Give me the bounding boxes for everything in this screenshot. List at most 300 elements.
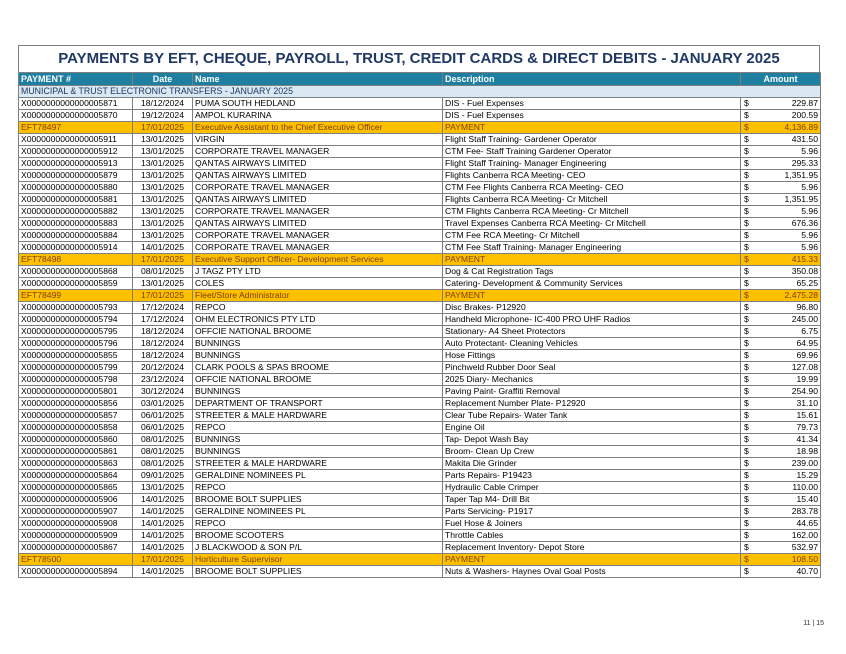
cell-date: 17/12/2024 bbox=[133, 302, 193, 314]
table-row bbox=[19, 146, 821, 158]
cell-payment: X0000000000000005906 bbox=[19, 494, 133, 506]
cell-payment: X0000000000000005870 bbox=[19, 110, 133, 122]
cell-name: REPCO bbox=[193, 518, 443, 530]
cell-date: 13/01/2025 bbox=[133, 194, 193, 206]
cell-name: REPCO bbox=[193, 482, 443, 494]
currency-symbol: $ bbox=[744, 254, 749, 264]
cell-date: 13/01/2025 bbox=[133, 482, 193, 494]
table-row bbox=[19, 422, 821, 434]
cell-description: Auto Protectant- Cleaning Vehicles bbox=[443, 338, 741, 350]
cell-description: CTM Fee- Staff Training Gardener Operator bbox=[443, 146, 741, 158]
cell-description: Hose Fittings bbox=[443, 350, 741, 362]
cell-amount bbox=[741, 242, 821, 254]
cell-description: CTM Flights Canberra RCA Meeting- Cr Mitchell bbox=[443, 206, 741, 218]
cell-date: 17/01/2025 bbox=[133, 290, 193, 302]
cell-amount bbox=[741, 494, 821, 506]
cell-payment: X0000000000000005867 bbox=[19, 542, 133, 554]
cell-date: 14/01/2025 bbox=[133, 242, 193, 254]
cell-name: VIRGIN bbox=[193, 134, 443, 146]
cell-payment: X0000000000000005857 bbox=[19, 410, 133, 422]
cell-name: BUNNINGS bbox=[193, 386, 443, 398]
cell-amount bbox=[741, 362, 821, 374]
currency-symbol: $ bbox=[744, 554, 749, 564]
cell-amount bbox=[741, 290, 821, 302]
amount-value: 676.36 bbox=[791, 218, 818, 228]
cell-description: Paving Paint- Graffiti Removal bbox=[443, 386, 741, 398]
currency-symbol: $ bbox=[744, 122, 749, 132]
amount-value: 200.59 bbox=[791, 110, 818, 120]
currency-symbol: $ bbox=[744, 134, 749, 144]
currency-symbol: $ bbox=[744, 482, 749, 492]
cell-description: Makita Die Grinder bbox=[443, 458, 741, 470]
amount-value: 65.25 bbox=[796, 278, 818, 288]
cell-payment: X0000000000000005858 bbox=[19, 422, 133, 434]
cell-date: 23/12/2024 bbox=[133, 374, 193, 386]
cell-date: 18/12/2024 bbox=[133, 350, 193, 362]
cell-description: Handheld Microphone- IC-400 PRO UHF Radios bbox=[443, 314, 741, 326]
cell-date: 08/01/2025 bbox=[133, 458, 193, 470]
cell-date: 08/01/2025 bbox=[133, 266, 193, 278]
amount-value: 254.90 bbox=[791, 386, 818, 396]
cell-description: Flights Canberra RCA Meeting- CEO bbox=[443, 170, 741, 182]
cell-description: Stationary- A4 Sheet Protectors bbox=[443, 326, 741, 338]
page-title: PAYMENTS BY EFT, CHEQUE, PAYROLL, TRUST, CREDIT CARDS & DIRECT DEBITS - JANUARY 2025 bbox=[18, 45, 820, 72]
amount-value: 2,475.28 bbox=[784, 290, 818, 300]
table-row bbox=[19, 218, 821, 230]
amount-value: 162.00 bbox=[791, 530, 818, 540]
cell-name: OFFCIE NATIONAL BROOME bbox=[193, 374, 443, 386]
table-row bbox=[19, 506, 821, 518]
cell-name: AMPOL KURARINA bbox=[193, 110, 443, 122]
amount-value: 4,136.89 bbox=[784, 122, 818, 132]
currency-symbol: $ bbox=[744, 494, 749, 504]
cell-amount bbox=[741, 326, 821, 338]
currency-symbol: $ bbox=[744, 146, 749, 156]
cell-date: 17/12/2024 bbox=[133, 314, 193, 326]
cell-name: CORPORATE TRAVEL MANAGER bbox=[193, 206, 443, 218]
cell-payment: X0000000000000005796 bbox=[19, 338, 133, 350]
cell-amount bbox=[741, 314, 821, 326]
cell-payment: X0000000000000005868 bbox=[19, 266, 133, 278]
cell-payment: X0000000000000005912 bbox=[19, 146, 133, 158]
cell-payment: X0000000000000005855 bbox=[19, 350, 133, 362]
cell-description: Flights Canberra RCA Meeting- Cr Mitchell bbox=[443, 194, 741, 206]
cell-payment: X0000000000000005871 bbox=[19, 98, 133, 110]
table-row bbox=[19, 194, 821, 206]
cell-description: 2025 Diary- Mechanics bbox=[443, 374, 741, 386]
cell-date: 18/12/2024 bbox=[133, 338, 193, 350]
header-date: Date bbox=[133, 73, 193, 86]
cell-name: GERALDINE NOMINEES PL bbox=[193, 506, 443, 518]
cell-amount bbox=[741, 194, 821, 206]
amount-value: 108.50 bbox=[791, 554, 818, 564]
currency-symbol: $ bbox=[744, 434, 749, 444]
cell-date: 19/12/2024 bbox=[133, 110, 193, 122]
currency-symbol: $ bbox=[744, 338, 749, 348]
amount-value: 239.00 bbox=[791, 458, 818, 468]
cell-date: 13/01/2025 bbox=[133, 170, 193, 182]
currency-symbol: $ bbox=[744, 242, 749, 252]
table-row bbox=[19, 566, 821, 578]
cell-name: QANTAS AIRWAYS LIMITED bbox=[193, 170, 443, 182]
header-name: Name bbox=[193, 73, 443, 86]
cell-date: 18/12/2024 bbox=[133, 98, 193, 110]
table-row bbox=[19, 266, 821, 278]
currency-symbol: $ bbox=[744, 374, 749, 384]
table-row bbox=[19, 482, 821, 494]
cell-amount bbox=[741, 134, 821, 146]
cell-amount bbox=[741, 386, 821, 398]
cell-amount bbox=[741, 374, 821, 386]
cell-payment: X0000000000000005794 bbox=[19, 314, 133, 326]
cell-amount bbox=[741, 278, 821, 290]
cell-name: PUMA SOUTH HEDLAND bbox=[193, 98, 443, 110]
cell-payment: X0000000000000005863 bbox=[19, 458, 133, 470]
cell-name: BROOME SCOOTERS bbox=[193, 530, 443, 542]
amount-value: 5.96 bbox=[801, 230, 818, 240]
table-header-row bbox=[19, 73, 821, 86]
table-row bbox=[19, 434, 821, 446]
cell-name: CORPORATE TRAVEL MANAGER bbox=[193, 242, 443, 254]
table-row bbox=[19, 158, 821, 170]
cell-payment: EFT78498 bbox=[19, 254, 133, 266]
table-row bbox=[19, 326, 821, 338]
currency-symbol: $ bbox=[744, 326, 749, 336]
table-row bbox=[19, 398, 821, 410]
cell-description: Throttle Cables bbox=[443, 530, 741, 542]
amount-value: 245.00 bbox=[791, 314, 818, 324]
table-row bbox=[19, 98, 821, 110]
currency-symbol: $ bbox=[744, 362, 749, 372]
cell-payment: X0000000000000005856 bbox=[19, 398, 133, 410]
cell-amount bbox=[741, 206, 821, 218]
table-row bbox=[19, 110, 821, 122]
cell-name: DEPARTMENT OF TRANSPORT bbox=[193, 398, 443, 410]
cell-name: REPCO bbox=[193, 302, 443, 314]
currency-symbol: $ bbox=[744, 98, 749, 108]
cell-name: REPCO bbox=[193, 422, 443, 434]
cell-amount bbox=[741, 434, 821, 446]
amount-value: 283.78 bbox=[791, 506, 818, 516]
cell-payment: X0000000000000005861 bbox=[19, 446, 133, 458]
amount-value: 127.08 bbox=[791, 362, 818, 372]
cell-payment: EFT78499 bbox=[19, 290, 133, 302]
cell-date: 13/01/2025 bbox=[133, 230, 193, 242]
header-amount: Amount bbox=[741, 73, 821, 86]
table-row bbox=[19, 350, 821, 362]
cell-name: Horticulture Supervisor bbox=[193, 554, 443, 566]
cell-amount bbox=[741, 230, 821, 242]
currency-symbol: $ bbox=[744, 542, 749, 552]
cell-name: QANTAS AIRWAYS LIMITED bbox=[193, 158, 443, 170]
amount-value: 15.40 bbox=[796, 494, 818, 504]
amount-value: 19.99 bbox=[796, 374, 818, 384]
cell-description: PAYMENT bbox=[443, 254, 741, 266]
cell-amount bbox=[741, 338, 821, 350]
cell-name: GERALDINE NOMINEES PL bbox=[193, 470, 443, 482]
cell-date: 17/01/2025 bbox=[133, 254, 193, 266]
cell-name: BUNNINGS bbox=[193, 350, 443, 362]
cell-name: STREETER & MALE HARDWARE bbox=[193, 458, 443, 470]
cell-description: Parts Repairs- P19423 bbox=[443, 470, 741, 482]
cell-payment: X0000000000000005799 bbox=[19, 362, 133, 374]
amount-value: 532.97 bbox=[791, 542, 818, 552]
amount-value: 64.95 bbox=[796, 338, 818, 348]
currency-symbol: $ bbox=[744, 194, 749, 204]
table-row bbox=[19, 242, 821, 254]
amount-value: 31.10 bbox=[796, 398, 818, 408]
cell-description: Tap- Depot Wash Bay bbox=[443, 434, 741, 446]
payment-summary-row bbox=[19, 122, 821, 134]
cell-description: Pinchweld Rubber Door Seal bbox=[443, 362, 741, 374]
table-row bbox=[19, 374, 821, 386]
amount-value: 1,351.95 bbox=[784, 194, 818, 204]
cell-payment: X0000000000000005795 bbox=[19, 326, 133, 338]
cell-amount bbox=[741, 122, 821, 134]
cell-payment: X0000000000000005865 bbox=[19, 482, 133, 494]
currency-symbol: $ bbox=[744, 170, 749, 180]
currency-symbol: $ bbox=[744, 398, 749, 408]
cell-amount bbox=[741, 446, 821, 458]
cell-name: Fleet/Store Administrator bbox=[193, 290, 443, 302]
amount-value: 69.96 bbox=[796, 350, 818, 360]
cell-date: 08/01/2025 bbox=[133, 446, 193, 458]
payments-sheet bbox=[18, 45, 820, 578]
table-row bbox=[19, 494, 821, 506]
currency-symbol: $ bbox=[744, 266, 749, 276]
section-row bbox=[19, 86, 821, 98]
cell-description: Parts Servicing- P1917 bbox=[443, 506, 741, 518]
cell-payment: X0000000000000005798 bbox=[19, 374, 133, 386]
cell-amount bbox=[741, 98, 821, 110]
header-payment: PAYMENT # bbox=[19, 73, 133, 86]
cell-name: J TAGZ PTY LTD bbox=[193, 266, 443, 278]
table-row bbox=[19, 362, 821, 374]
cell-payment: X0000000000000005860 bbox=[19, 434, 133, 446]
cell-date: 14/01/2025 bbox=[133, 494, 193, 506]
cell-amount bbox=[741, 458, 821, 470]
cell-payment: EFT78500 bbox=[19, 554, 133, 566]
cell-date: 14/01/2025 bbox=[133, 518, 193, 530]
cell-description: Replacement Inventory- Depot Store bbox=[443, 542, 741, 554]
cell-date: 09/01/2025 bbox=[133, 470, 193, 482]
amount-value: 229.87 bbox=[791, 98, 818, 108]
cell-description: PAYMENT bbox=[443, 122, 741, 134]
cell-payment: X0000000000000005859 bbox=[19, 278, 133, 290]
cell-amount bbox=[741, 302, 821, 314]
table-row bbox=[19, 470, 821, 482]
table-row bbox=[19, 542, 821, 554]
table-row bbox=[19, 314, 821, 326]
cell-description: PAYMENT bbox=[443, 290, 741, 302]
currency-symbol: $ bbox=[744, 506, 749, 516]
cell-date: 13/01/2025 bbox=[133, 182, 193, 194]
cell-description: Flight Staff Training- Manager Engineering bbox=[443, 158, 741, 170]
cell-name: BROOME BOLT SUPPLIES bbox=[193, 494, 443, 506]
cell-name: QANTAS AIRWAYS LIMITED bbox=[193, 218, 443, 230]
cell-amount bbox=[741, 482, 821, 494]
cell-payment: X0000000000000005911 bbox=[19, 134, 133, 146]
payment-summary-row bbox=[19, 254, 821, 266]
cell-description: Fuel Hose & Joiners bbox=[443, 518, 741, 530]
table-row bbox=[19, 170, 821, 182]
cell-name: Executive Assistant to the Chief Executive Officer bbox=[193, 122, 443, 134]
currency-symbol: $ bbox=[744, 314, 749, 324]
currency-symbol: $ bbox=[744, 446, 749, 456]
cell-description: Nuts & Washers- Haynes Oval Goal Posts bbox=[443, 566, 741, 578]
cell-amount bbox=[741, 158, 821, 170]
cell-date: 06/01/2025 bbox=[133, 410, 193, 422]
cell-description: CTM Fee RCA Meeting- Cr Mitchell bbox=[443, 230, 741, 242]
cell-payment: EFT78497 bbox=[19, 122, 133, 134]
payment-summary-row bbox=[19, 290, 821, 302]
cell-payment: X0000000000000005882 bbox=[19, 206, 133, 218]
section-label: MUNICIPAL & TRUST ELECTRONIC TRANSFERS - JANUARY 2025 bbox=[19, 86, 821, 98]
cell-name: BUNNINGS bbox=[193, 446, 443, 458]
cell-description: DIS - Fuel Expenses bbox=[443, 98, 741, 110]
cell-amount bbox=[741, 398, 821, 410]
table-row bbox=[19, 182, 821, 194]
cell-date: 14/01/2025 bbox=[133, 506, 193, 518]
cell-description: PAYMENT bbox=[443, 554, 741, 566]
cell-date: 17/01/2025 bbox=[133, 554, 193, 566]
amount-value: 415.33 bbox=[791, 254, 818, 264]
table-body bbox=[19, 86, 821, 578]
currency-symbol: $ bbox=[744, 230, 749, 240]
cell-amount bbox=[741, 146, 821, 158]
cell-amount bbox=[741, 530, 821, 542]
cell-name: QANTAS AIRWAYS LIMITED bbox=[193, 194, 443, 206]
cell-payment: X0000000000000005879 bbox=[19, 170, 133, 182]
amount-value: 431.50 bbox=[791, 134, 818, 144]
cell-name: BROOME BOLT SUPPLIES bbox=[193, 566, 443, 578]
currency-symbol: $ bbox=[744, 530, 749, 540]
table-row bbox=[19, 278, 821, 290]
cell-payment: X0000000000000005793 bbox=[19, 302, 133, 314]
cell-amount bbox=[741, 410, 821, 422]
amount-value: 15.29 bbox=[796, 470, 818, 480]
cell-date: 14/01/2025 bbox=[133, 542, 193, 554]
cell-amount bbox=[741, 422, 821, 434]
cell-description: Broom- Clean Up Crew bbox=[443, 446, 741, 458]
cell-name: Executive Support Officer- Development Services bbox=[193, 254, 443, 266]
cell-payment: X0000000000000005907 bbox=[19, 506, 133, 518]
payment-summary-row bbox=[19, 554, 821, 566]
cell-description: Flight Staff Training- Gardener Operator bbox=[443, 134, 741, 146]
currency-symbol: $ bbox=[744, 110, 749, 120]
cell-date: 08/01/2025 bbox=[133, 434, 193, 446]
currency-symbol: $ bbox=[744, 458, 749, 468]
cell-date: 30/12/2024 bbox=[133, 386, 193, 398]
table-row bbox=[19, 458, 821, 470]
cell-amount bbox=[741, 470, 821, 482]
amount-value: 44.65 bbox=[796, 518, 818, 528]
cell-payment: X0000000000000005913 bbox=[19, 158, 133, 170]
table-row bbox=[19, 530, 821, 542]
amount-value: 5.96 bbox=[801, 242, 818, 252]
table-row bbox=[19, 302, 821, 314]
cell-description: Travel Expenses Canberra RCA Meeting- Cr Mitchell bbox=[443, 218, 741, 230]
cell-date: 13/01/2025 bbox=[133, 134, 193, 146]
cell-date: 13/01/2025 bbox=[133, 278, 193, 290]
cell-description: Replacement Number Plate- P12920 bbox=[443, 398, 741, 410]
amount-value: 1,351.95 bbox=[784, 170, 818, 180]
amount-value: 41.34 bbox=[796, 434, 818, 444]
cell-name: OHM ELECTRONICS PTY LTD bbox=[193, 314, 443, 326]
cell-date: 18/12/2024 bbox=[133, 326, 193, 338]
currency-symbol: $ bbox=[744, 470, 749, 480]
amount-value: 15.61 bbox=[796, 410, 818, 420]
cell-payment: X0000000000000005801 bbox=[19, 386, 133, 398]
cell-date: 13/01/2025 bbox=[133, 218, 193, 230]
cell-amount bbox=[741, 506, 821, 518]
cell-description: Hydraulic Cable Crimper bbox=[443, 482, 741, 494]
currency-symbol: $ bbox=[744, 350, 749, 360]
currency-symbol: $ bbox=[744, 290, 749, 300]
currency-symbol: $ bbox=[744, 410, 749, 420]
amount-value: 6.75 bbox=[801, 326, 818, 336]
amount-value: 350.08 bbox=[791, 266, 818, 276]
table-row bbox=[19, 518, 821, 530]
cell-amount bbox=[741, 566, 821, 578]
cell-description: Dog & Cat Registration Tags bbox=[443, 266, 741, 278]
cell-date: 13/01/2025 bbox=[133, 146, 193, 158]
table-row bbox=[19, 206, 821, 218]
currency-symbol: $ bbox=[744, 182, 749, 192]
cell-name: CORPORATE TRAVEL MANAGER bbox=[193, 182, 443, 194]
cell-description: Clear Tube Repairs- Water Tank bbox=[443, 410, 741, 422]
amount-value: 96.80 bbox=[796, 302, 818, 312]
table-row bbox=[19, 338, 821, 350]
currency-symbol: $ bbox=[744, 422, 749, 432]
cell-payment: X0000000000000005864 bbox=[19, 470, 133, 482]
cell-name: OFFCIE NATIONAL BROOME bbox=[193, 326, 443, 338]
table-row bbox=[19, 386, 821, 398]
currency-symbol: $ bbox=[744, 278, 749, 288]
table-row bbox=[19, 446, 821, 458]
cell-amount bbox=[741, 254, 821, 266]
amount-value: 5.96 bbox=[801, 146, 818, 156]
cell-payment: X0000000000000005881 bbox=[19, 194, 133, 206]
cell-name: CLARK POOLS & SPAS BROOME bbox=[193, 362, 443, 374]
currency-symbol: $ bbox=[744, 518, 749, 528]
amount-value: 79.73 bbox=[796, 422, 818, 432]
cell-name: COLES bbox=[193, 278, 443, 290]
amount-value: 18.98 bbox=[796, 446, 818, 456]
cell-payment: X0000000000000005914 bbox=[19, 242, 133, 254]
cell-payment: X0000000000000005884 bbox=[19, 230, 133, 242]
cell-description: Disc Brakes- P12920 bbox=[443, 302, 741, 314]
cell-date: 03/01/2025 bbox=[133, 398, 193, 410]
amount-value: 5.96 bbox=[801, 182, 818, 192]
amount-value: 110.00 bbox=[792, 482, 818, 492]
cell-payment: X0000000000000005883 bbox=[19, 218, 133, 230]
cell-name: J BLACKWOOD & SON P/L bbox=[193, 542, 443, 554]
cell-description: Taper Tap M4- Drill Bit bbox=[443, 494, 741, 506]
amount-value: 295.33 bbox=[791, 158, 818, 168]
cell-name: BUNNINGS bbox=[193, 338, 443, 350]
cell-amount bbox=[741, 218, 821, 230]
cell-amount bbox=[741, 350, 821, 362]
cell-name: CORPORATE TRAVEL MANAGER bbox=[193, 230, 443, 242]
payments-table bbox=[18, 72, 821, 578]
cell-name: STREETER & MALE HARDWARE bbox=[193, 410, 443, 422]
cell-description: DIS - Fuel Expenses bbox=[443, 110, 741, 122]
cell-description: CTM Fee Flights Canberra RCA Meeting- CEO bbox=[443, 182, 741, 194]
cell-payment: X0000000000000005894 bbox=[19, 566, 133, 578]
currency-symbol: $ bbox=[744, 158, 749, 168]
cell-date: 20/12/2024 bbox=[133, 362, 193, 374]
